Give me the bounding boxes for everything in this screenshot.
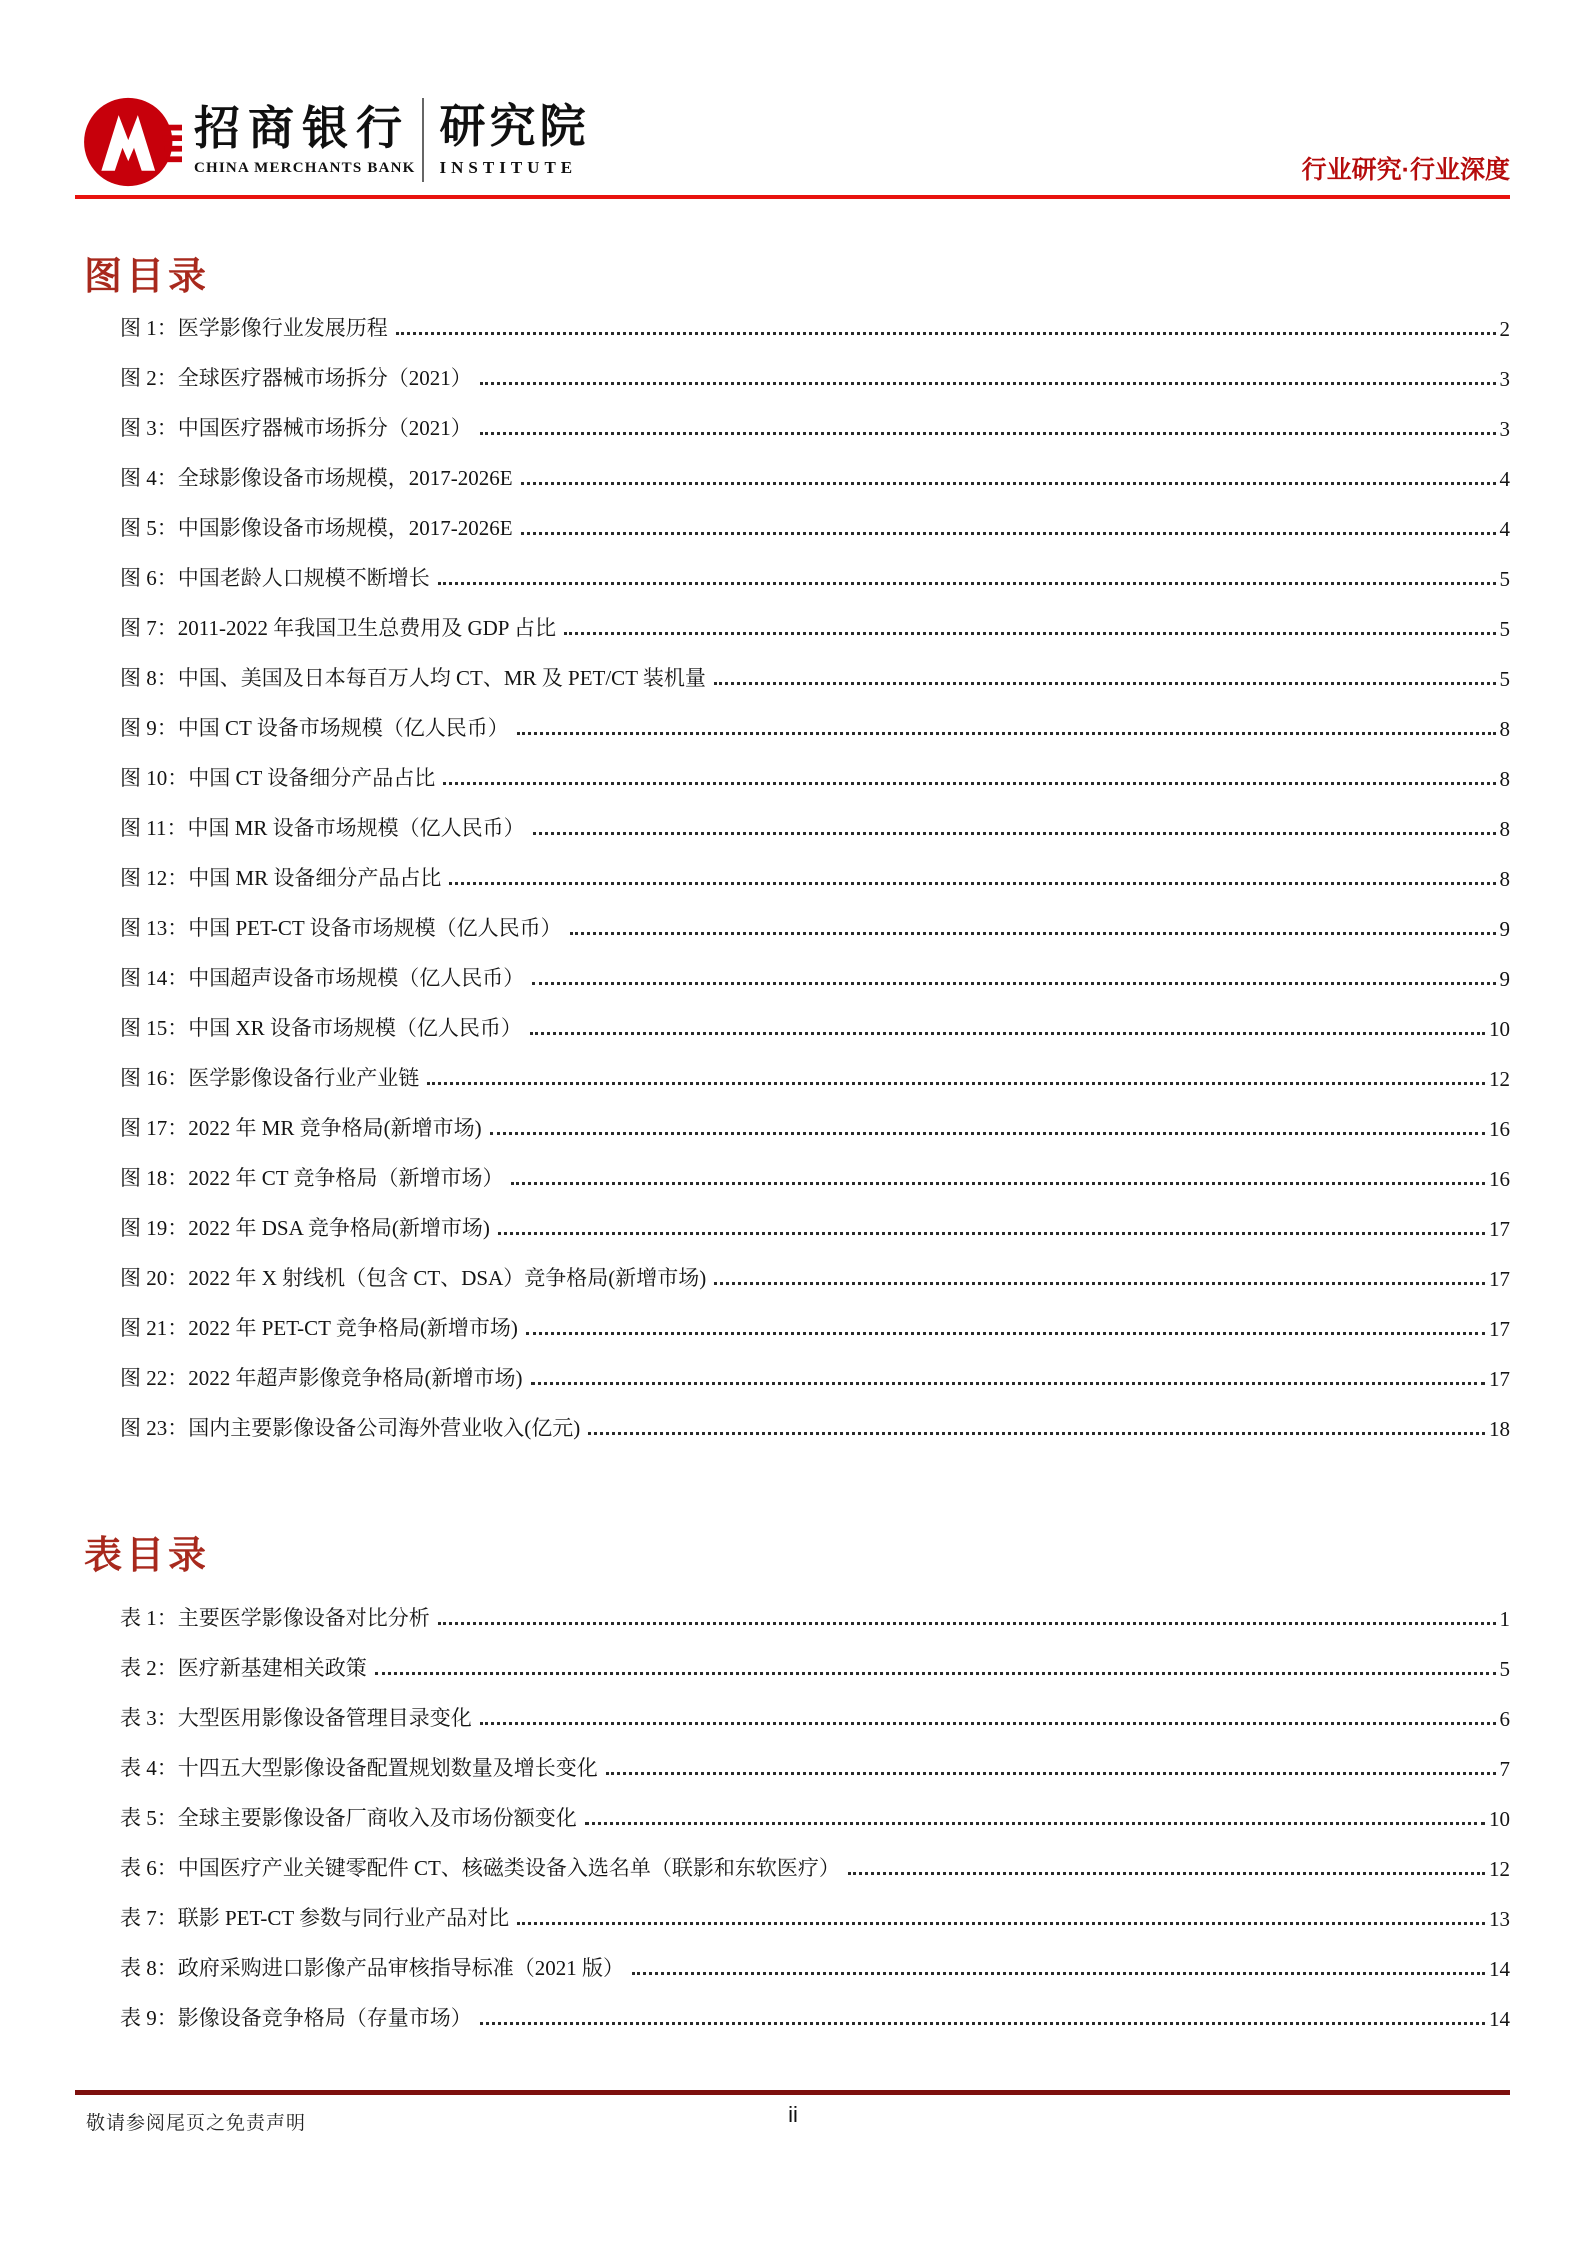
dot-leader: [480, 2022, 1485, 2025]
toc-item-fig-23[interactable]: [120, 1402, 1510, 1452]
toc-item-label: 图 4：全球影像设备市场规模，2017-2026E: [120, 466, 513, 490]
dot-leader: [438, 1622, 1496, 1625]
toc-item-fig-21[interactable]: [120, 1302, 1510, 1352]
bank-name-en: CHINA MERCHANTS BANK: [194, 160, 416, 176]
dot-leader: [480, 382, 1496, 385]
toc-item-fig-17[interactable]: [120, 1102, 1510, 1152]
toc-item-page: 10: [1489, 1807, 1510, 1831]
toc-item-fig-18[interactable]: [120, 1152, 1510, 1202]
dot-leader: [714, 1282, 1485, 1285]
figures-toc-list: [120, 302, 1510, 1452]
toc-item-label: 图 11：中国 MR 设备市场规模（亿人民币）: [120, 816, 525, 840]
figures-toc-title: 图目录: [84, 256, 211, 298]
dot-leader: [564, 632, 1496, 635]
dot-leader: [517, 732, 1496, 735]
bank-name-block: [194, 94, 416, 177]
dot-leader: [498, 1232, 1485, 1235]
toc-item-tbl-9[interactable]: [120, 1992, 1510, 2042]
toc-item-label: 表 6：中国医疗产业关键零配件 CT、核磁类设备入选名单（联影和东软医疗）: [120, 1856, 840, 1880]
report-category-label: 行业研究·行业深度: [1301, 156, 1510, 184]
toc-item-fig-2[interactable]: [120, 352, 1510, 402]
dot-leader: [449, 882, 1495, 885]
dot-leader: [438, 582, 1496, 585]
toc-item-fig-8[interactable]: [120, 652, 1510, 702]
toc-item-page: 4: [1499, 467, 1510, 491]
toc-item-page: 8: [1499, 817, 1510, 841]
toc-item-tbl-7[interactable]: [120, 1892, 1510, 1942]
toc-item-fig-13[interactable]: [120, 902, 1510, 952]
dot-leader: [517, 1922, 1485, 1925]
toc-item-label: 图 3：中国医疗器械市场拆分（2021）: [120, 416, 472, 440]
toc-item-label: 图 8：中国、美国及日本每百万人均 CT、MR 及 PET/CT 装机量: [120, 666, 706, 690]
toc-item-page: 2: [1499, 317, 1510, 341]
dot-leader: [531, 1382, 1486, 1385]
dot-leader: [570, 932, 1496, 935]
page-number: ii: [788, 2102, 798, 2127]
toc-item-fig-4[interactable]: [120, 452, 1510, 502]
dot-leader: [606, 1772, 1496, 1775]
toc-item-page: 17: [1489, 1317, 1510, 1341]
dot-leader: [480, 432, 1496, 435]
header-divider: [422, 98, 424, 182]
toc-item-page: 12: [1489, 1857, 1510, 1881]
toc-item-page: 13: [1489, 1907, 1510, 1931]
toc-item-label: 表 7：联影 PET-CT 参数与同行业产品对比: [120, 1906, 510, 1930]
toc-item-fig-20[interactable]: [120, 1252, 1510, 1302]
toc-item-label: 图 19：2022 年 DSA 竞争格局(新增市场): [120, 1216, 490, 1240]
dot-leader: [443, 782, 1495, 785]
toc-item-page: 17: [1489, 1217, 1510, 1241]
toc-item-label: 图 9：中国 CT 设备市场规模（亿人民币）: [120, 716, 509, 740]
toc-item-page: 14: [1489, 1957, 1510, 1981]
header-rule: [75, 195, 1510, 199]
toc-item-page: 8: [1499, 717, 1510, 741]
toc-item-tbl-8[interactable]: [120, 1942, 1510, 1992]
dot-leader: [490, 1132, 1485, 1135]
tables-toc-title: 表目录: [84, 1535, 211, 1577]
cmb-bank-logo-icon: [84, 94, 184, 190]
toc-item-fig-12[interactable]: [120, 852, 1510, 902]
bank-name-cn: 招商银行: [194, 103, 410, 154]
dot-leader: [396, 332, 1496, 335]
toc-item-page: 3: [1499, 417, 1510, 441]
toc-item-page: 6: [1499, 1707, 1510, 1731]
toc-item-page: 5: [1499, 667, 1510, 691]
toc-item-fig-6[interactable]: [120, 552, 1510, 602]
toc-item-tbl-6[interactable]: [120, 1842, 1510, 1892]
toc-item-page: 5: [1499, 617, 1510, 641]
toc-item-fig-11[interactable]: [120, 802, 1510, 852]
toc-item-tbl-3[interactable]: [120, 1692, 1510, 1742]
toc-item-page: 17: [1489, 1267, 1510, 1291]
toc-item-label: 图 22：2022 年超声影像竞争格局(新增市场): [120, 1366, 523, 1390]
toc-item-fig-10[interactable]: [120, 752, 1510, 802]
dot-leader: [632, 1972, 1485, 1975]
toc-item-label: 表 4：十四五大型影像设备配置规划数量及增长变化: [120, 1756, 598, 1780]
institute-name-block: [440, 94, 590, 178]
dot-leader: [585, 1822, 1485, 1825]
toc-item-page: 18: [1489, 1417, 1510, 1441]
toc-item-tbl-1[interactable]: [120, 1592, 1510, 1642]
toc-item-label: 图 7：2011-2022 年我国卫生总费用及 GDP 占比: [120, 616, 556, 640]
toc-item-label: 表 2：医疗新基建相关政策: [120, 1656, 367, 1680]
toc-item-fig-14[interactable]: [120, 952, 1510, 1002]
toc-item-label: 图 5：中国影像设备市场规模，2017-2026E: [120, 516, 513, 540]
toc-item-tbl-2[interactable]: [120, 1642, 1510, 1692]
toc-item-label: 图 18：2022 年 CT 竞争格局（新增市场）: [120, 1166, 504, 1190]
toc-item-label: 表 8：政府采购进口影像产品审核指导标准（2021 版）: [120, 1956, 624, 1980]
toc-item-page: 16: [1489, 1167, 1510, 1191]
toc-item-page: 5: [1499, 1657, 1510, 1681]
toc-item-fig-15[interactable]: [120, 1002, 1510, 1052]
toc-item-label: 图 13：中国 PET-CT 设备市场规模（亿人民币）: [120, 916, 562, 940]
toc-item-page: 7: [1499, 1757, 1510, 1781]
toc-item-label: 图 1：医学影像行业发展历程: [120, 316, 388, 340]
toc-item-fig-7[interactable]: [120, 602, 1510, 652]
toc-item-tbl-4[interactable]: [120, 1742, 1510, 1792]
disclaimer-text: 敬请参阅尾页之免责声明: [86, 2113, 307, 2134]
toc-item-page: 16: [1489, 1117, 1510, 1141]
toc-item-page: 14: [1489, 2007, 1510, 2031]
toc-item-page: 8: [1499, 767, 1510, 791]
toc-item-label: 图 23：国内主要影像设备公司海外营业收入(亿元): [120, 1416, 581, 1440]
toc-item-page: 5: [1499, 567, 1510, 591]
dot-leader: [480, 1722, 1496, 1725]
toc-item-label: 图 20：2022 年 X 射线机（包含 CT、DSA）竞争格局(新增市场): [120, 1266, 707, 1290]
toc-item-label: 图 14：中国超声设备市场规模（亿人民币）: [120, 966, 525, 990]
toc-item-label: 图 6：中国老龄人口规模不断增长: [120, 566, 430, 590]
toc-item-page: 3: [1499, 367, 1510, 391]
dot-leader: [521, 482, 1496, 485]
toc-item-fig-1[interactable]: [120, 302, 1510, 352]
toc-item-fig-9[interactable]: [120, 702, 1510, 752]
toc-item-label: 表 3：大型医用影像设备管理目录变化: [120, 1706, 472, 1730]
toc-item-page: 9: [1499, 917, 1510, 941]
toc-item-page: 17: [1489, 1367, 1510, 1391]
dot-leader: [848, 1872, 1485, 1875]
dot-leader: [427, 1082, 1485, 1085]
toc-item-label: 表 5：全球主要影像设备厂商收入及市场份额变化: [120, 1806, 577, 1830]
footer-rule: [75, 2090, 1510, 2095]
dot-leader: [375, 1672, 1496, 1675]
toc-item-page: 10: [1489, 1017, 1510, 1041]
toc-item-label: 图 21：2022 年 PET-CT 竞争格局(新增市场): [120, 1316, 518, 1340]
toc-item-label: 图 17：2022 年 MR 竞争格局(新增市场): [120, 1116, 482, 1140]
toc-item-label: 图 15：中国 XR 设备市场规模（亿人民币）: [120, 1016, 522, 1040]
tables-toc-list: [120, 1592, 1510, 2042]
toc-item-fig-16[interactable]: [120, 1052, 1510, 1102]
dot-leader: [588, 1432, 1485, 1435]
institute-name-en: INSTITUTE: [439, 158, 578, 177]
toc-item-page: 1: [1499, 1607, 1510, 1631]
institute-name-cn: 研究院: [439, 101, 590, 152]
toc-item-page: 8: [1499, 867, 1510, 891]
dot-leader: [526, 1332, 1485, 1335]
toc-item-label: 图 2：全球医疗器械市场拆分（2021）: [120, 366, 472, 390]
toc-item-fig-19[interactable]: [120, 1202, 1510, 1252]
dot-leader: [511, 1182, 1485, 1185]
report-header: [0, 0, 1586, 200]
dot-leader: [533, 832, 1496, 835]
cmb-logo: [84, 94, 590, 190]
toc-item-label: 表 1：主要医学影像设备对比分析: [120, 1606, 430, 1630]
toc-item-label: 图 10：中国 CT 设备细分产品占比: [120, 766, 436, 790]
toc-item-label: 图 12：中国 MR 设备细分产品占比: [120, 866, 442, 890]
dot-leader: [714, 682, 1496, 685]
toc-item-label: 表 9：影像设备竞争格局（存量市场）: [120, 2006, 472, 2030]
toc-item-page: 4: [1499, 517, 1510, 541]
dot-leader: [530, 1032, 1485, 1035]
dot-leader: [521, 532, 1496, 535]
toc-item-page: 12: [1489, 1067, 1510, 1091]
dot-leader: [532, 982, 1495, 985]
toc-item-fig-3[interactable]: [120, 402, 1510, 452]
toc-item-page: 9: [1499, 967, 1510, 991]
toc-item-fig-5[interactable]: [120, 502, 1510, 552]
toc-item-fig-22[interactable]: [120, 1352, 1510, 1402]
toc-item-label: 图 16：医学影像设备行业产业链: [120, 1066, 420, 1090]
toc-item-tbl-5[interactable]: [120, 1792, 1510, 1842]
